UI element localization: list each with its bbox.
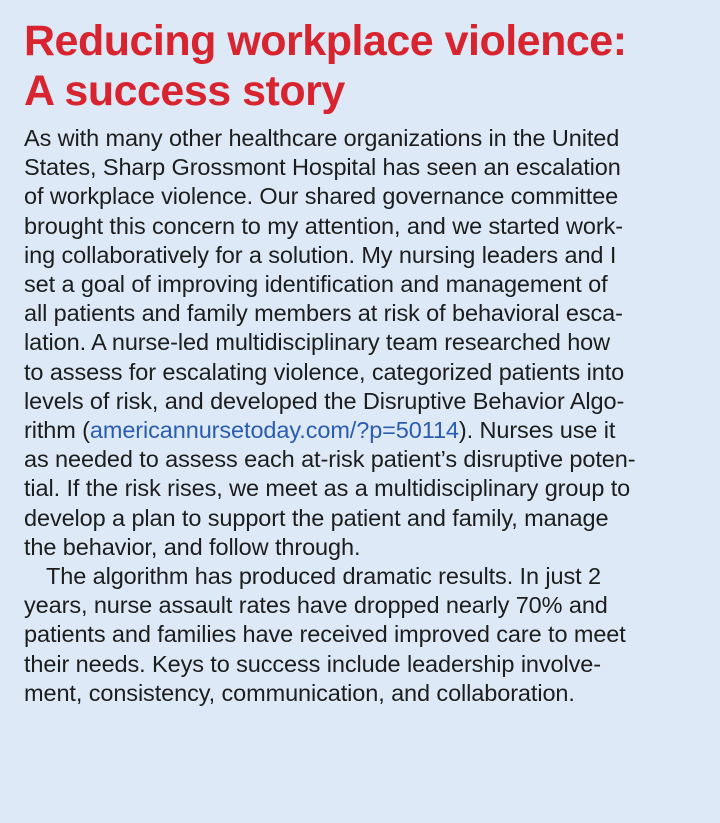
algorithm-link[interactable]: americannursetoday.com/?p=50114 <box>89 417 459 444</box>
text-line: to assess for escalating violence, categorized patients into <box>24 358 625 385</box>
text-line: the behavior, and follow through. <box>24 533 361 560</box>
text-line: States, Sharp Grossmont Hospital has seen an escalation <box>24 154 621 181</box>
text-line-with-link <box>24 416 696 445</box>
link-prefix: rithm ( <box>24 417 90 444</box>
title-line-1: Reducing workplace violence: <box>24 17 627 65</box>
text-line: years, nurse assault rates have dropped nearly 70% and <box>24 592 608 619</box>
text-line: of workplace violence. Our shared governance committee <box>24 183 619 210</box>
text-line: ing collaboratively for a solution. My nursing leaders and I <box>24 241 617 268</box>
article-title <box>24 16 696 116</box>
paragraph-1 <box>24 124 696 562</box>
title-line-2: A success story <box>24 67 345 115</box>
text-line: all patients and family members at risk of behavioral esca- <box>24 300 623 327</box>
text-line: As with many other healthcare organizations in the United <box>24 125 620 151</box>
link-suffix: ). Nurses use it <box>458 417 616 444</box>
text-line: levels of risk, and developed the Disruptive Behavior Algo- <box>24 387 625 414</box>
paragraph-2 <box>24 562 696 708</box>
text-line: tial. If the risk rises, we meet as a multidisciplinary group to <box>24 475 631 502</box>
text-line: set a goal of improving identification and management of <box>24 271 608 298</box>
text-line: develop a plan to support the patient and family, manage <box>24 504 609 531</box>
text-line: brought this concern to my attention, and we started work- <box>24 212 623 239</box>
text-line: patients and families have received improved care to meet <box>24 621 626 648</box>
text-line: The algorithm has produced dramatic results. In just 2 <box>46 563 601 590</box>
text-line: lation. A nurse-led multidisciplinary team researched how <box>24 329 611 356</box>
text-line: as needed to assess each at-risk patient’s disruptive poten- <box>24 446 636 473</box>
text-line: ment, consistency, communication, and collaboration. <box>24 679 575 706</box>
text-line: their needs. Keys to success include leadership involve- <box>24 650 601 677</box>
article-body <box>24 124 696 708</box>
